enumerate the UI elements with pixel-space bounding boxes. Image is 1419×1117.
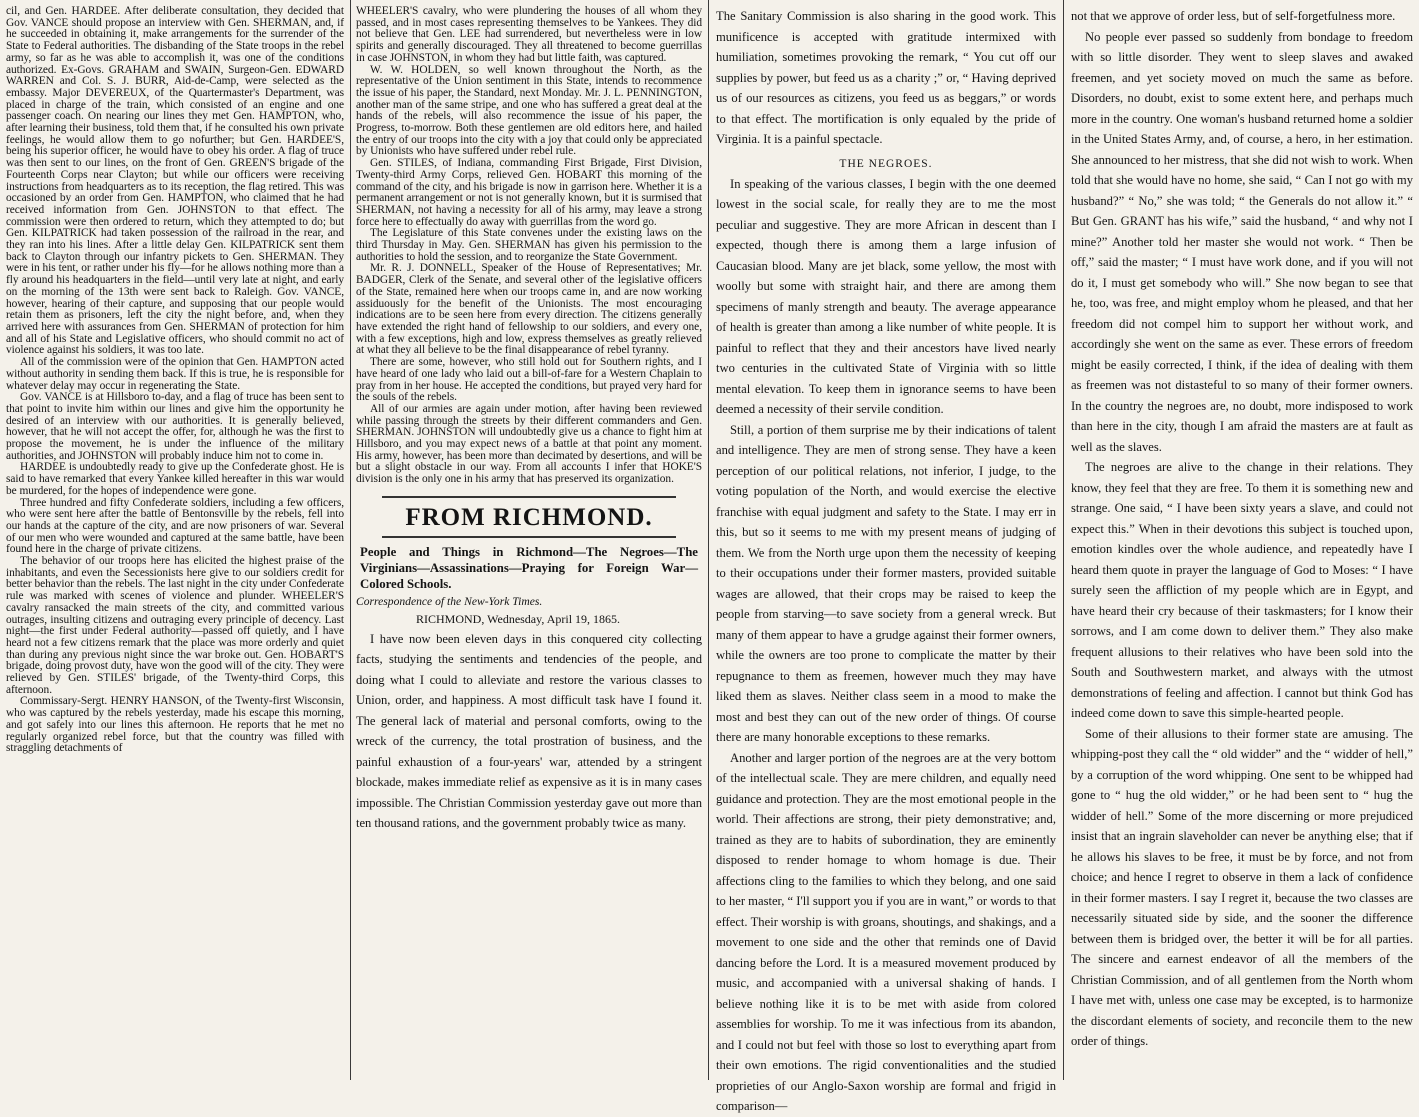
article-heading: FROM RICHMOND.: [382, 496, 676, 538]
col1-paragraph-6: The behavior of our troops here has elicited the highest praise of the inhabitants, and even the Secessionists here give to our soldiers credit for better behavior than the rebels. The last night in the city under Confederate rule was marked with scenes of violence and plunder. WHEELER'S cavalry ransacked the main streets of the city, and committed various outrages, insulting citizens and outraging every principle of decency. Last night—the first under Federal authority—passed off quietly, and I have heard not a few citizens remark that the place was more orderly and quiet than during any previous night since the war broke out. Gen. HOBART'S brigade, doing provost duty, have won the good will of the city. They were relieved by Gen. STILES' brigade, of the Twenty-third Corps, this afternoon.: [6, 555, 344, 696]
column-1: [6, 6, 344, 1076]
col1-paragraph-3: Gov. VANCE is at Hillsboro to-day, and a flag of truce has been sent to that point to invite him within our lines and give him the opportunity he desired of an interview with our authorities. It is generally believed, however, that he will not accept the offer, for, although he was the first to propose the movement, he is under the influence of the military authorities, and JOHNSTON will probably induce him not to come in.: [6, 391, 344, 462]
col4-paragraph-3: The negroes are alive to the change in their relations. They know, they feel that they are free. To them it is something new and strange. One said, “ I have been sixty years a slave, and could not expect this.” When in their devotions this subject is touched upon, emotion kindles over the whole audience, and repeatedly have I heard them quote in prayer the language of God to Moses: “ I have surely seen the affliction of my people which are in Egypt, and have heard their cry because of their taskmasters; for I know their sorrows, and I am come down to deliver them.” They also make frequent allusions to their relatives who have been sold into the South and Southwestern market, and always with the utmost demonstrations of feeling and affection. I cannot but think God has indeed come down to save this simple-hearted people.: [1071, 460, 1413, 720]
col2-paragraph-7: All of our armies are again under motion, after having been reviewed while passing through the streets by their different commanders and Gen. SHERMAN. JOHNSTON will undoubtedly give us a chance to fight him at Hillsboro, and you may expect news of a battle at that point any moment. His army, however, has been more than decimated by desertions, and will be but a slight obstacle in our way. From all accounts I infer that HOKE'S division is the only one in his army that has preserved its organization.: [356, 402, 702, 486]
section-title: THE NEGROES.: [839, 157, 933, 170]
col2-paragraph-3: Gen. STILES, of Indiana, commanding First Brigade, First Division, Twenty-third Army Corps, relieved Gen. HOBART this morning of the command of the city, and his brigade is now in garrison here. Whether it is a permanent arrangement or not is not generally known, but it is surmised that SHERMAN, not having a necessity for all of his army, may leave a strong force here to effectually do away with guerrillas from the word go.: [356, 157, 702, 228]
article-subhead: People and Things in Richmond—The Negroes—The Virginians—Assassinations—Praying for Foreign War—Colored Schools.: [360, 544, 698, 591]
col2-paragraph-5: Mr. R. J. DONNELL, Speaker of the House of Representatives; Mr. BADGER, Clerk of the Senate, and several other of the legislative officers of the State, remained here when our troops came in, and are now working assiduously for the benefit of the Unionists. The most encouraging indications are to be seen here from every direction. The citizens generally have extended the right hand of fellowship to our soldiers, and every one, with a few exceptions, high and low, express themselves as greatly relieved at what they all believe to be the final disappearance of rebel tyranny.: [356, 262, 702, 357]
col1-paragraph-5: Three hundred and fifty Confederate soldiers, including a few officers, who were sent here after the battle of Bentonsville by the rebels, fell into our hands at the capture of the city, and are now prisoners of war. Several of our men who were wounded and captured at the same battle, have been found here in the charge of private citizens.: [6, 496, 344, 556]
column-2: [356, 6, 702, 1076]
col1-paragraph-1: cil, and Gen. HARDEE. After deliberate consultation, they decided that Gov. VANCE should propose an interview with Gen. SHERMAN, and, if he succeeded in obtaining it, make arrangements for the surrender of the State to Federal authorities. The disbanding of the State troops in the rebel army, so far as he was able to accomplish it, was one of the conditions authorized. Ex-Govs. GRAHAM and SWAIN, Surgeon-Gen. EDWARD WARREN and Col. S. J. BURR, Aid-de-Camp, were selected as the embassy. Major DEVEREUX, of the Quartermaster's Department, was placed in charge of the train, which consisted of an engine and one passenger coach. On nearing our lines they met Gen. HAMPTON, who, after learning their business, told them that, if he consulted his own private feelings, he would allow them to go nofurther; but Gen. HARDEE'S, being his superior officer, he would have to obey his order. A flag of truce was then sent to our lines, on the front of Gen. GREEN'S brigade of the Fourteenth Corps near Clayton; but while our officers were receiving instructions from headquarters as to its reception, the flag retired. This was occasioned by an order from Gen. HAMPTON, who claimed that he had received information from Gen. JOHNSTON to that effect. The commission were then ordered to return, which they attempted to do; but Gen. KILPATRICK had taken possession of the railroad in the rear, and they ran into his lines. After a little delay Gen. KILPATRICK sent them back to Clayton through our infantry pickets to Gen. SHERMAN. They were in his tent, or rather under his fly—for he allows nothing more than a fly around his headquarters in the field—until very late at night, and early on the morning of the 13th were sent back to Raleigh. Gov. VANCE, however, hearing of their capture, and supposing that our people would retain them as prisoners, left the city the night before, and, when they arrived here with assurances from Gen. SHERMAN of protection for him and all of his State and Legislative officers, who should commit no act of violence against his soldiers, it was too late.: [6, 5, 344, 357]
col3-paragraph-3: Another and larger portion of the negroes are at the very bottom of the intellectual scale. They are mere children, and equally need guidance and protection. They are the most emotional people in the world. Their affections are strong, their piety demonstrative; and, trained as they are to habits of subordination, they are eminently disposed to render homage to whom homage is due. Their affections cling to the families to which they belong, and one said to her master, “ I'll support you if you are in want,” or words to that effect. Their worship is with groans, shoutings, and shakings, and a movement to one side and the other that reminds one of David dancing before the Lord. It is a measured movement produced by music, and accompanied with a universal shaking of hands. I believe nothing like it is to be met with aside from colored assemblies for worship. To me it was infectious from its abandon, and I could not but feel with those so lost to everything apart from their own emotions. The rigid conventionalities and the studied proprieties of our Anglo-Saxon worship are formal and frigid in comparison—: [716, 750, 1056, 1113]
col1-paragraph-4: HARDEE is undoubtedly ready to give up the Confederate ghost. He is said to have remarked that every Yankee killed hereafter in this war would be murdered, for the hopes of independence were gone.: [6, 461, 344, 497]
col2-paragraph-6: There are some, however, who still hold out for Southern rights, and I have heard of one lady who laid out a bill-of-fare for a Western Chaplain to pray from in her house. He accepted the conditions, but prayed very hard for the souls of the rebels.: [356, 356, 702, 404]
col2-paragraph-2: W. W. HOLDEN, so well known throughout the North, as the representative of the Union sentiment in this State, intends to recommence the issue of his paper, the Standard, next Monday. Mr. J. L. PENNINGTON, another man of the same stripe, and one who has suffered a great deal at the hands of the rebels, will also recommence the issue of his paper, the Progress, to-morrow. Both these gentlemen are old editors here, and hailed the entry of our troops into the city with a joy that could only be appreciated by Unionists who have suffered under rebel rule.: [356, 63, 702, 158]
column-rule: [708, 0, 709, 1080]
column-3: [716, 6, 1056, 1113]
col3-paragraph-1: In speaking of the various classes, I begin with the one deemed lowest in the social scale, for really they are to me the most peculiar and suggestive. They are more African in descent than I expected, though there is among them a large infusion of Caucasian blood. Many are jet black, some yellow, the most with woolly but some with straight hair, and there are among them specimens of manly strength and beauty. The average appearance of health is greater than among a like number of white people. It is painful to reflect that they and their ancestors have lived nearly two centuries in the cultivated State of Virginia with so little mental elevation. To keep them in ignorance seems to have been deemed a necessity of their servile condition.: [716, 176, 1056, 416]
col1-paragraph-7: Commissary-Sergt. HENRY HANSON, of the Twenty-first Wisconsin, who was captured by the rebels yesterday, made his escape this morning, and got safely into our lines this afternoon. He reports that he met no regularly organized rebel force, but that the country was filled with straggling detachments of: [6, 695, 344, 755]
article-paragraph-1: I have now been eleven days in this conquered city collecting facts, studying the sentiments and tendencies of the people, and doing what I could to alleviate and restore the various classes to Union, order, and happiness. A most difficult task have I found it. The general lack of material and personal comforts, owing to the wreck of the currency, the total prostration of business, and the painful exhaustion of a four-years' war, attended by a stringent blockade, makes immediate relief as expensive as it is in many cases impossible. The Christian Commission yesterday gave out more than ten thousand rations, and the government probably twice as many.: [356, 631, 702, 831]
column-4: [1071, 6, 1413, 1076]
column-rule: [350, 0, 351, 1080]
col2-paragraph-1: WHEELER'S cavalry, who were plundering the houses of all whom they passed, and in most cases representing themselves to be Yankees. They did not believe that Gen. LEE had surrendered, but nevertheless were in low spirits and generally discouraged. They all threatened to become guerrillas in case JOHNSTON, in whom they had but little faith, was captured.: [356, 5, 702, 64]
col4-paragraph-2: No people ever passed so suddenly from bondage to freedom with so little disorder. They went to sleep slaves and awaked freemen, and yet society moved on much the same as before. Disorders, no doubt, exist to some extent here, and perhaps much more in the country. One woman's husband returned home a soldier in the United States Army, and, of course, a hero, in her estimation. She announced to her mistress, that she did not wish to work. When told that she would have no home, she said, “ Can I not go with my husband?” “ No,” she was told; “ the Generals do not allow it.” “ But Gen. GRANT has his wife,” said the husband, “ and why not I mine?” Another told her master she would not work. “ Then be off,” said the master; “ I must have work done, and if you will not do it, I must get somebody who will.” She now began to see that he, too, was free, and might employ whom he pleased, and that her freedom did not compel him to support her without work, and accordingly she went on the same as ever. These errors of freedom might be easily corrected, I think, if the idea of dealing with them as freemen was not distasteful to so many of their former owners. In the country the negroes are, no doubt, more indisposed to work than here in the city, though I am afraid the masters are at fault as well as the slaves.: [1071, 29, 1413, 454]
column-rule: [1063, 0, 1064, 1080]
col3-intro: The Sanitary Commission is also sharing in the good work. This munificence is accepted with gratitude intermixed with humiliation, sometimes provoking the remark, “ You cut off our supplies by power, but feed us as a charity ;” or, “ Having deprived us of our resources as citizens, you feed us as beggars,” or words to that effect. The mortification is only equaled by the pride of Virginia. It is a painful spectacle.: [716, 9, 1056, 146]
col2-paragraph-4: The Legislature of this State convenes under the existing laws on the third Thursday in May. Gen. SHERMAN has given his permission to the authorities to hold the session, and to reorganize the State Government.: [356, 227, 702, 263]
col4-paragraph-1: not that we approve of order less, but of self-forgetfulness more.: [1071, 9, 1396, 23]
dateline: RICHMOND, Wednesday, April 19, 1865.: [416, 611, 621, 626]
correspondence-line: Correspondence of the New-York Times.: [356, 594, 543, 608]
article-body: [356, 629, 702, 834]
col1-paragraph-2: All of the commission were of the opinion that Gen. HAMPTON acted without authority in sending them back. If this is true, he is responsible for whatever delay may occur in regenerating the State.: [6, 356, 344, 392]
col3-paragraph-2: Still, a portion of them surprise me by their indications of talent and intelligence. They are men of strong sense. They have a keen perception of our political relations, not inferior, I judge, to the voting population of the North, and would exercise the elective franchise with equal judgment and safety to the State. I may err in this, but so it seems to me with my present means of judging of them. We from the North urge upon them the necessity of keeping to their occupations under their former masters, provided suitable wages are allowed, that their crops may be raised to keep the people from starving—to save society from a general wreck. But many of them appear to have a grudge against their former owners, while the owners are too prone to complicate the matter by their repugnance to them as freemen, however much they may have liked them as slaves. Neither class seem in a mood to make the most and best they can out of the new order of things. Of course there are many honorable exceptions to these remarks.: [716, 422, 1056, 744]
col4-paragraph-4: Some of their allusions to their former state are amusing. The whipping-post they call the “ old widder” and the “ widder of hell,” by a corruption of the word whipping. One sent to be whipped had gone to “ hug the old widder,” or he had been sent to “ hug the widder of hell.” Some of the more discerning or more prejudiced insist that an ingrain slaveholder can never be anything else; that if he allows his slaves to be free, it must be by force, and not from choice; and hence I regret to observe in them a lack of confidence in their former masters. I say I regret it, because the two classes are necessarily situated side by side, and the sooner the difference between them is bridged over, the better it will be for all parties. The sincere and earnest endeavor of all the members of the Christian Commission, and of all gentlemen from the North whom I have met with, unless one case may be excepted, is to harmonize the discordant elements of society, and reconcile them to the new order of things.: [1071, 726, 1413, 1048]
